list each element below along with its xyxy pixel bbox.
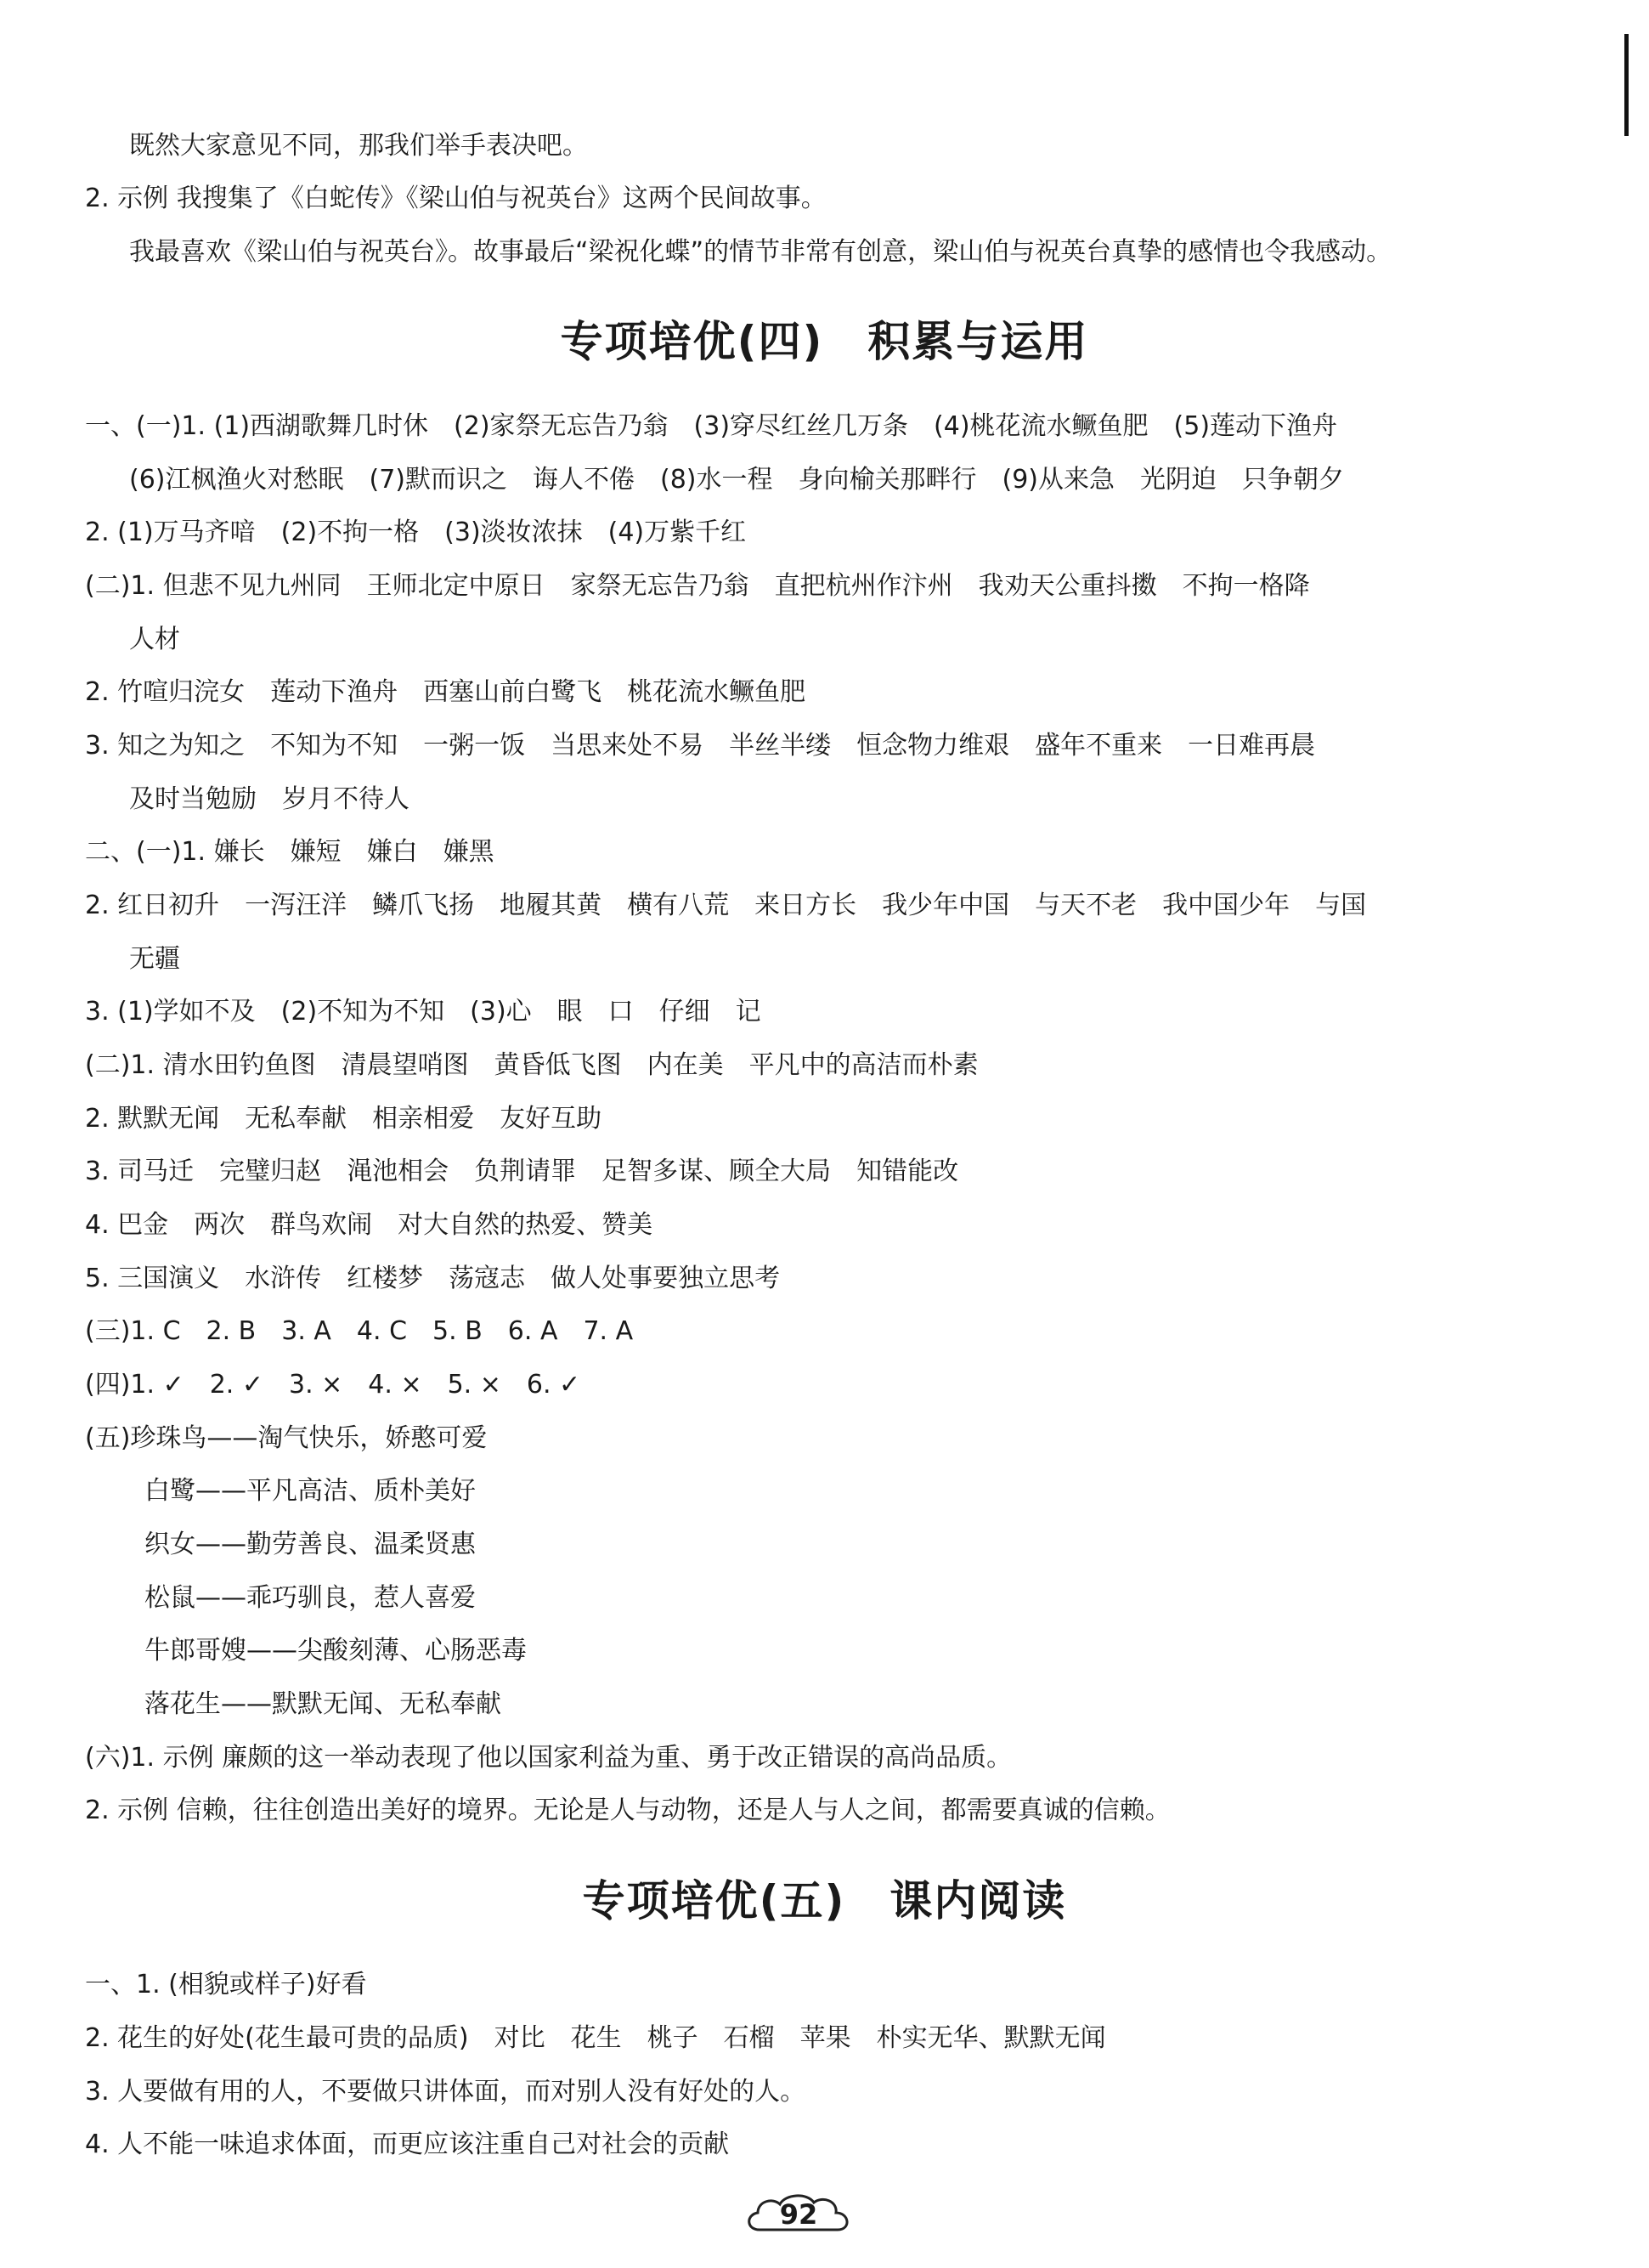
text-line: 4. 人不能一味追求体面，而更应该注重自己对社会的贡献	[85, 2129, 730, 2159]
text-line: 松鼠——乖巧驯良，惹人喜爱	[144, 1583, 476, 1613]
text-line: 一、1. (相貌或样子)好看	[85, 1970, 367, 1999]
text-line: (三)1. C 2. B 3. A 4. C 5. B 6. A 7. A	[85, 1316, 634, 1346]
text-line: 4. 巴金 两次 群鸟欢闹 对大自然的热爱、赞美	[85, 1210, 653, 1240]
text-line: 织女——勤劳善良、温柔贤惠	[144, 1530, 476, 1559]
text-line: 我最喜欢《梁山伯与祝英台》。故事最后“梁祝化蝶”的情节非常有创意，梁山伯与祝英台真挚的感情也令我感动。	[129, 237, 1392, 267]
text-line: 及时当勉励 岁月不待人	[129, 784, 409, 814]
text-line: 既然大家意见不同，那我们举手表决吧。	[129, 131, 588, 161]
section-heading: 专项培优(四) 积累与运用	[560, 317, 1089, 366]
text-line: 落花生——默默无闻、无私奉献	[144, 1689, 501, 1719]
text-line: 3. 知之为知之 不知为不知 一粥一饭 当思来处不易 半丝半缕 恒念物力维艰 盛年不重来 一日难再晨	[85, 731, 1316, 761]
text-line: 2. 红日初升 一泻汪洋 鳞爪飞扬 地履其黄 横有八荒 来日方长 我少年中国 与天不老 我中国少年 与国	[85, 891, 1367, 920]
text-line: 2. 竹喧归浣女 莲动下渔舟 西塞山前白鹭飞 桃花流水鳜鱼肥	[85, 677, 806, 707]
text-line: 3. (1)学如不及 (2)不知为不知 (3)心 眼 口 仔细 记	[85, 997, 761, 1027]
text-line: (二)1. 清水田钓鱼图 清晨望哨图 黄昏低飞图 内在美 平凡中的高洁而朴素	[85, 1050, 979, 1080]
page-number: 92	[779, 2198, 818, 2231]
text-line: (6)江枫渔火对愁眠 (7)默而识之 诲人不倦 (8)水一程 身向榆关那畔行 (9)从来急 光阴迫 只争朝夕	[129, 465, 1344, 495]
text-line: 3. 司马迁 完璧归赵 渑池相会 负荆请罪 足智多谋、顾全大局 知错能改	[85, 1157, 959, 1186]
text-line: (六)1. 示例 廉颇的这一举动表现了他以国家利益为重、勇于改正错误的高尚品质。	[85, 1743, 1013, 1773]
text-line: 白鹭——平凡高洁、质朴美好	[144, 1476, 476, 1506]
text-line: 2. 默默无闻 无私奉献 相亲相爱 友好互助	[85, 1104, 602, 1134]
text-line: 2. 示例 我搜集了《白蛇传》《梁山伯与祝英台》这两个民间故事。	[85, 184, 827, 213]
page-number-badge	[741, 2187, 856, 2242]
text-line: 3. 人要做有用的人，不要做只讲体面，而对别人没有好处的人。	[85, 2077, 806, 2107]
text-line: 5. 三国演义 水浒传 红楼梦 荡寇志 做人处事要独立思考	[85, 1264, 781, 1293]
text-line: (五)珍珠鸟——淘气快乐，娇憨可爱	[85, 1423, 488, 1453]
text-line: 牛郎哥嫂——尖酸刻薄、心肠恶毒	[144, 1636, 527, 1666]
text-line: 2. 花生的好处(花生最可贵的品质) 对比 花生 桃子 石榴 苹果 朴实无华、默默无闻	[85, 2023, 1106, 2053]
text-line: 一、(一)1. (1)西湖歌舞几时休 (2)家祭无忘告乃翁 (3)穿尽红丝几万条 (4)桃花流水鳜鱼肥 (5)莲动下渔舟	[85, 411, 1338, 441]
text-line: 2. 示例 信赖，往往创造出美好的境界。无论是人与动物，还是人与人之间，都需要真诚的信赖。	[85, 1796, 1171, 1825]
text-line: 无疆	[129, 944, 180, 974]
section-heading: 专项培优(五) 课内阅读	[582, 1876, 1067, 1926]
text-line: 人材	[129, 625, 180, 654]
text-line: (二)1. 但悲不见九州同 王师北定中原日 家祭无忘告乃翁 直把杭州作汴州 我劝天公重抖擞 不拘一格降	[85, 571, 1310, 601]
text-line: 2. (1)万马齐喑 (2)不拘一格 (3)淡妆浓抹 (4)万紫千红	[85, 518, 747, 547]
text-line: (四)1. ✓ 2. ✓ 3. × 4. × 5. × 6. ✓	[85, 1370, 581, 1400]
text-line: 二、(一)1. 嫌长 嫌短 嫌白 嫌黑	[85, 837, 494, 867]
